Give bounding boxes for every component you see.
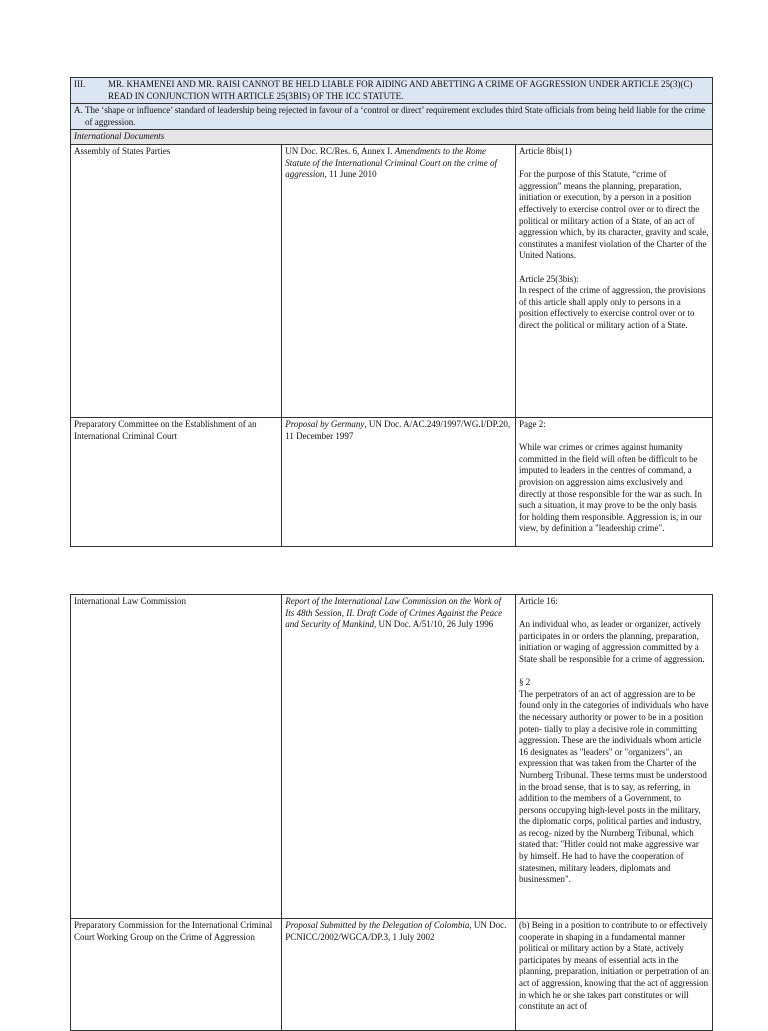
source-cell: Preparatory Commission for the International Criminal Court Working Group on the Crime of Aggression bbox=[71, 919, 282, 1031]
document-suffix: UN Doc. A/51/10, 26 July 1996 bbox=[376, 619, 494, 630]
document-suffix: , UN Doc. A/AC.249/1997/WG.I/DP.20, 11 December 1997 bbox=[285, 418, 511, 441]
quote-text: The perpetrators of an act of aggression are to be found only in the categories of individuals who have the necessary authority or power to be in a position poten- tially to play a decisive role in committing aggression. These are the individuals whom article 16 designates as "leaders" or "organizers", an expression that was taken from the Charter of the Nurnberg Tribunal. These terms must be understood in the broad sense, that is to say, as referring, in addition to the members of a Government, to persons occupying high-level posts in the military, the diplomatic corps, political parties and industry, as recog- nized by the Nurnberg Tribunal, which stated that: "Hitler could not make aggressive war by himself. He had to have the cooperation of statesmen, military leaders, diplomats and businessmen". bbox=[518, 688, 709, 885]
quote-reference: § 2 bbox=[518, 677, 531, 688]
table-row bbox=[71, 144, 713, 417]
document-cell bbox=[282, 144, 516, 417]
section-title: MR. KHAMENEI AND MR. RAISI CANNOT BE HELD LIABLE FOR AIDING AND ABETTING A CRIME OF AGGRESSION UNDER ARTICLE 25(3)(C) READ IN CONJUNCTION WITH ARTICLE 25(3BIS) OF THE ICC STATUTE. bbox=[108, 79, 693, 101]
document-title: Amendments to the Rome Statute of the International Criminal Court on the crime of aggression bbox=[285, 145, 498, 180]
table-row bbox=[71, 919, 713, 1031]
document-suffix: UN Doc. PCNICC/2002/WGCA/DP.3, 1 July 2002 bbox=[285, 920, 507, 942]
document-title: Proposal Submitted by the Delegation of Colombia, bbox=[285, 920, 472, 930]
quote-text: An individual who, as leader or organizer, actively participates in or orders the planning, preparation, initiation or waging of aggression committed by a State shall be responsible for a crime of aggression. bbox=[518, 619, 705, 664]
section-number: III. bbox=[74, 79, 86, 89]
quote-reference: Article 25(3bis): bbox=[518, 273, 579, 284]
authorities-table-page-1 bbox=[70, 77, 713, 547]
subsection-heading-row bbox=[71, 104, 713, 130]
quote-reference: Article 16: bbox=[518, 596, 558, 606]
document-title: Report of the International Law Commission on the Work of Its 48th Session, II. Draft Code of Crimes Against the Peace and Security of Mankind, bbox=[285, 596, 503, 630]
source-cell: Assembly of States Parties bbox=[71, 144, 282, 417]
document-cell bbox=[282, 595, 516, 919]
table-row bbox=[71, 595, 713, 919]
category-label: International Documents bbox=[71, 130, 713, 145]
subsection-text: The ‘shape or influence’ standard of leadership being rejected in favour of a ‘control or direct’ requirement excludes third State officials from being held liable for the crime of aggression. bbox=[85, 105, 706, 127]
subsection-letter: A. bbox=[74, 105, 83, 116]
table-row bbox=[71, 417, 713, 546]
source-cell: International Law Commission bbox=[71, 595, 282, 919]
quote-reference: Article 8bis(1) bbox=[518, 145, 572, 156]
document-prefix: UN Doc. RC/Res. 6, Annex I. bbox=[285, 145, 395, 156]
quote-text: (b) Being in a position to contribute to or effectively cooperate in shaping in a fundamental manner political or military action by a State, actively participates by means of essential acts in the planning, preparation, initiation or perpetration of an act of aggression, knowing that the act of aggression in which he or she takes part constitutes or will constitute an act of bbox=[518, 920, 709, 1012]
document-cell bbox=[282, 417, 516, 546]
quote-text: In respect of the crime of aggression, the provisions of this article shall apply only to persons in a position effectively to exercise control over or to direct the political or military action of a State. bbox=[518, 285, 706, 330]
authorities-table-page-2 bbox=[70, 594, 713, 1031]
section-heading bbox=[71, 78, 713, 104]
quote-cell bbox=[515, 417, 712, 546]
quote-cell bbox=[515, 595, 712, 919]
document-suffix: , 11 June 2010 bbox=[324, 169, 377, 180]
category-row bbox=[71, 130, 713, 145]
source-cell: Preparatory Committee on the Establishment of an International Criminal Court bbox=[71, 417, 282, 546]
quote-cell bbox=[515, 144, 712, 417]
quote-cell bbox=[515, 919, 712, 1031]
document-title: Proposal by Germany bbox=[285, 418, 365, 429]
section-heading-row bbox=[71, 78, 713, 104]
subsection-heading bbox=[71, 104, 713, 130]
quote-text: While war crimes or crimes against humanity committed in the field will often be difficult to be imputed to leaders in the centres of command, a provision on aggression aims exclusively and directly at those responsible for the war as such. In such a situation, it may prove to be the only basis for holding them responsible. Aggression is, in our view, by definition a "leadership crime". bbox=[518, 442, 702, 534]
document-cell bbox=[282, 919, 516, 1031]
quote-text: For the purpose of this Statute, “crime of aggression” means the planning, preparation, initiation or execution, by a person in a position effectively to exercise control over or to direct the political or military action of a State, of an act of aggression which, by its character, gravity and scale, constitutes a manifest violation of the Charter of the United Nations. bbox=[518, 169, 709, 261]
quote-reference: Page 2: bbox=[518, 418, 546, 429]
